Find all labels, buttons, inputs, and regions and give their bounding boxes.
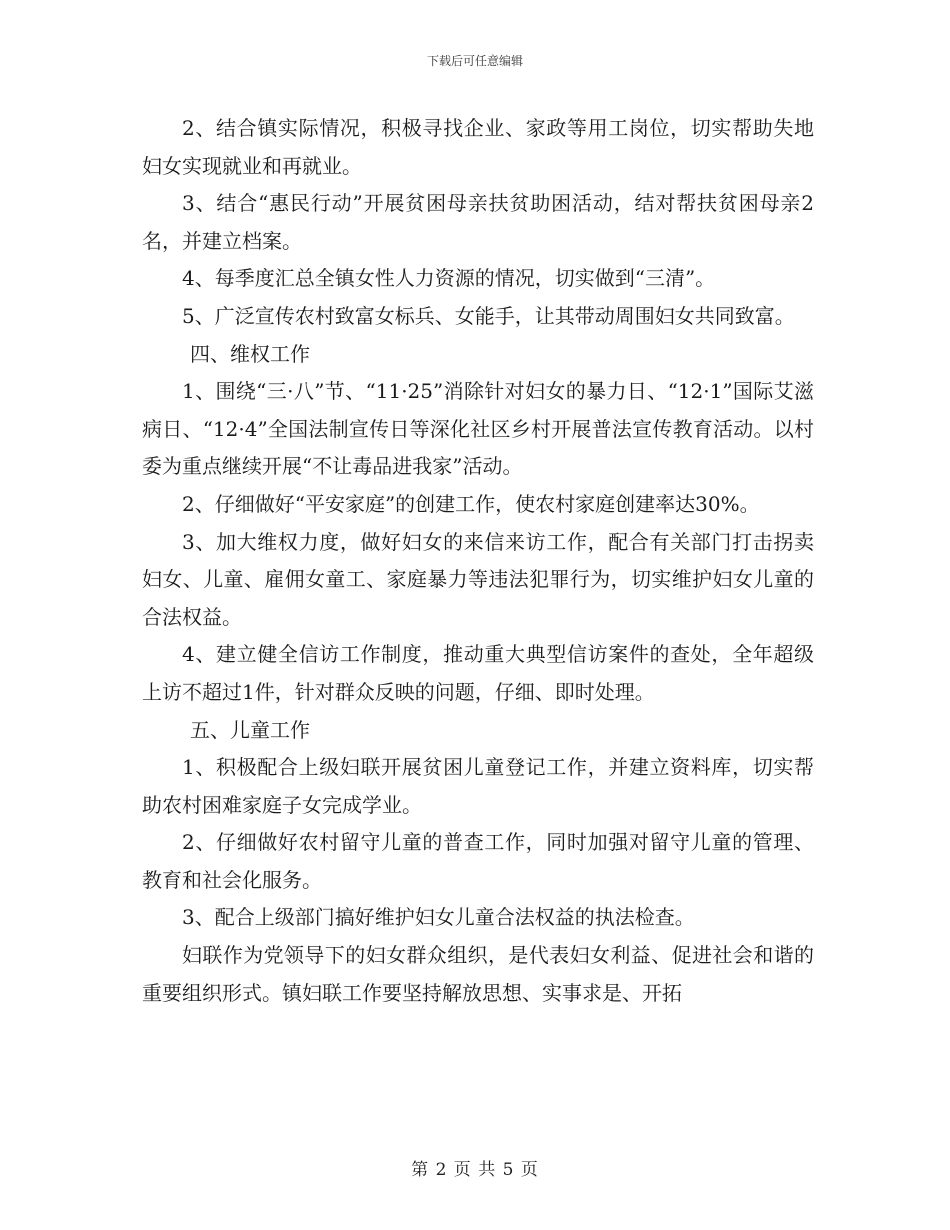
paragraph: 2、仔细做好农村留守儿童的普查工作，同时加强对留守儿童的管理、教育和社会化服务。	[142, 830, 814, 892]
page-footer: 第 2 页 共 5 页	[411, 1160, 539, 1180]
document-body	[142, 110, 814, 1012]
paragraph: 3、结合“惠民行动”开展贫困母亲扶贫助困活动，结对帮扶贫困母亲2名，并建立档案。	[142, 191, 814, 253]
paragraph: 2、结合镇实际情况，积极寻找企业、家政等用工岗位，切实帮助失地妇女实现就业和再就业。	[142, 116, 814, 178]
paragraph: 妇联作为党领导下的妇女群众组织，是代表妇女利益、促进社会和谐的重要组织形式。镇妇联工作要坚持解放思想、实事求是、开拓	[142, 943, 814, 1005]
section-heading: 五、儿童工作	[190, 717, 310, 742]
paragraph: 3、配合上级部门搞好维护妇女儿童合法权益的执法检查。	[182, 905, 695, 930]
paragraph: 4、每季度汇总全镇女性人力资源的情况，切实做到“三清”。	[182, 266, 716, 291]
section-heading: 四、维权工作	[190, 341, 310, 366]
paragraph: 1、围绕“三·八”节、“11·25”消除针对妇女的暴力日、“12·1”国际艾滋病日、“12·4”全国法制宣传日等深化社区乡村开展普法宣传教育活动。以村委为重点继续开展“不让毒品进我家”活动。	[142, 379, 814, 479]
paragraph: 1、积极配合上级妇联开展贫困儿童登记工作，并建立资料库，切实帮助农村困难家庭子女完成学业。	[142, 755, 814, 817]
paragraph: 4、建立健全信访工作制度，推动重大典型信访案件的查处，全年超级上访不超过1件，针对群众反映的问题，仔细、即时处理。	[142, 642, 814, 704]
paragraph: 2、仔细做好“平安家庭”的创建工作，使农村家庭创建率达30%。	[182, 491, 760, 516]
paragraph: 5、广泛宣传农村致富女标兵、女能手，让其带动周围妇女共同致富。	[182, 303, 795, 328]
paragraph: 3、加大维权力度，做好妇女的来信来访工作，配合有关部门打击拐卖妇女、儿童、雇佣女童工、家庭暴力等违法犯罪行为，切实维护妇女儿童的合法权益。	[142, 529, 814, 629]
page-header: 下载后可任意编辑	[426, 54, 523, 68]
